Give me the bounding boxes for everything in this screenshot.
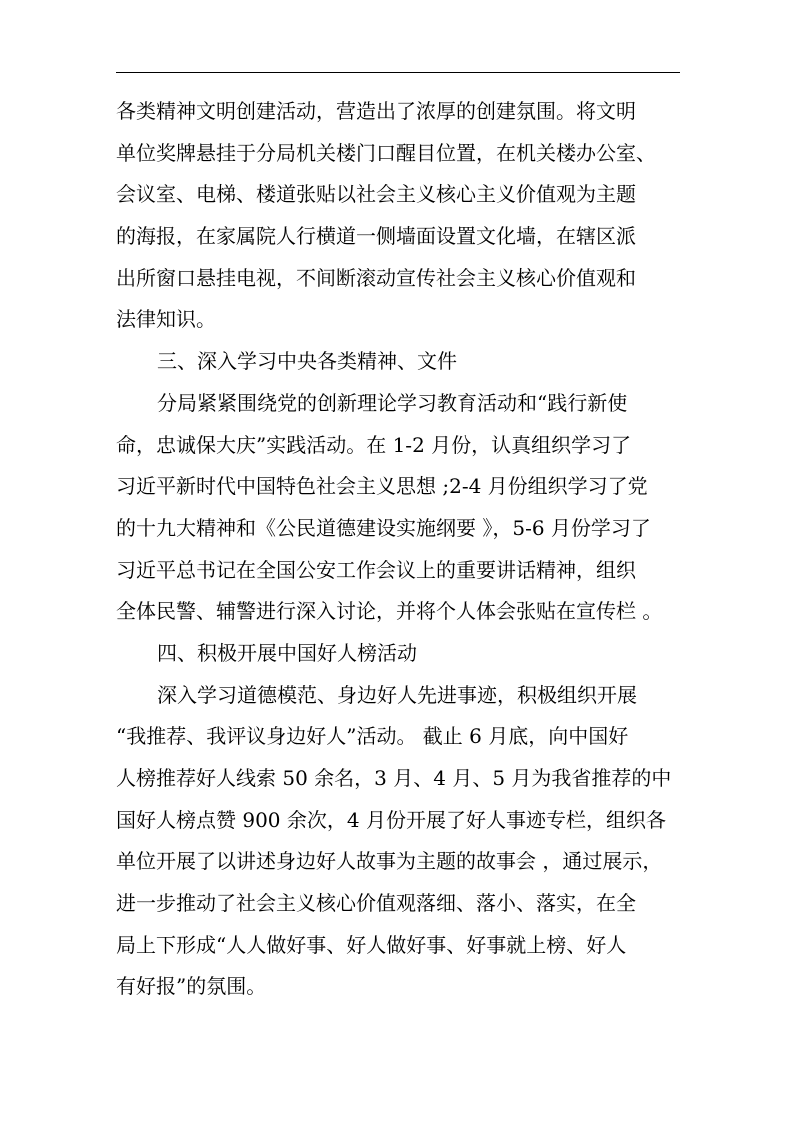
paragraph-line: 进一步推动了社会主义核心价值观落细、落小、落实，在全 xyxy=(116,891,636,916)
document-body xyxy=(116,91,682,1008)
paragraph-line: 习近平新时代中国特色社会主义思想 ;2-4 月份组织学习了党 xyxy=(116,474,648,499)
paragraph-line: 分局紧紧围绕党的创新理论学习教育活动和“践行新使 xyxy=(157,390,628,415)
paragraph-line: 人榜推荐好人线索 50 余名，3 月、4 月、5 月为我省推荐的中 xyxy=(116,766,672,790)
paragraph-line: 国好人榜点赞 900 余次，4 月份开展了好人事迹专栏，组织各 xyxy=(116,807,666,832)
paragraph-line: 出所窗口悬挂电视，不间断滚动宣传社会主义核心价值观和 xyxy=(116,265,636,290)
paragraph-line: 单位奖牌悬挂于分局机关楼门口醒目位置，在机关楼办公室、 xyxy=(116,140,656,165)
paragraph-line: 深入学习道德模范、身边好人先进事迹，积极组织开展 xyxy=(157,682,637,707)
section-heading: 三、深入学习中央各类精神、文件 xyxy=(157,349,457,374)
paragraph-line: “我推荐、我评议身边好人”活动。 截止 6 月底，向中国好 xyxy=(116,724,629,749)
paragraph-line: 命，忠诚保大庆”实践活动。在 1-2 月份，认真组织学习了 xyxy=(116,432,632,457)
paragraph-line: 的海报，在家属院人行横道一侧墙面设置文化墙，在辖区派 xyxy=(116,224,636,249)
header-rule xyxy=(116,72,680,73)
paragraph-line: 会议室、电梯、楼道张贴以社会主义核心主义价值观为主题 xyxy=(116,182,636,207)
paragraph-line: 法律知识。 xyxy=(116,307,216,332)
paragraph-line: 有好报”的氛围。 xyxy=(116,974,267,999)
section-heading: 四、积极开展中国好人榜活动 xyxy=(157,640,417,665)
paragraph-line: 各类精神文明创建活动，营造出了浓厚的创建氛围。将文明 xyxy=(116,99,636,123)
paragraph-line: 全体民警、辅警进行深入讨论，并将个人体会张贴在宣传栏 。 xyxy=(116,599,663,624)
paragraph-line: 单位开展了以讲述身边好人故事为主题的故事会 ，通过展示， xyxy=(116,849,663,874)
paragraph-line: 习近平总书记在全国公安工作会议上的重要讲话精神，组织 xyxy=(116,557,636,582)
paragraph-line: 局上下形成“人人做好事、好人做好事、好事就上榜、好人 xyxy=(116,932,627,957)
paragraph-line: 的十九大精神和《公民道德建设实施纲要 》，5-6 月份学习了 xyxy=(116,515,651,540)
